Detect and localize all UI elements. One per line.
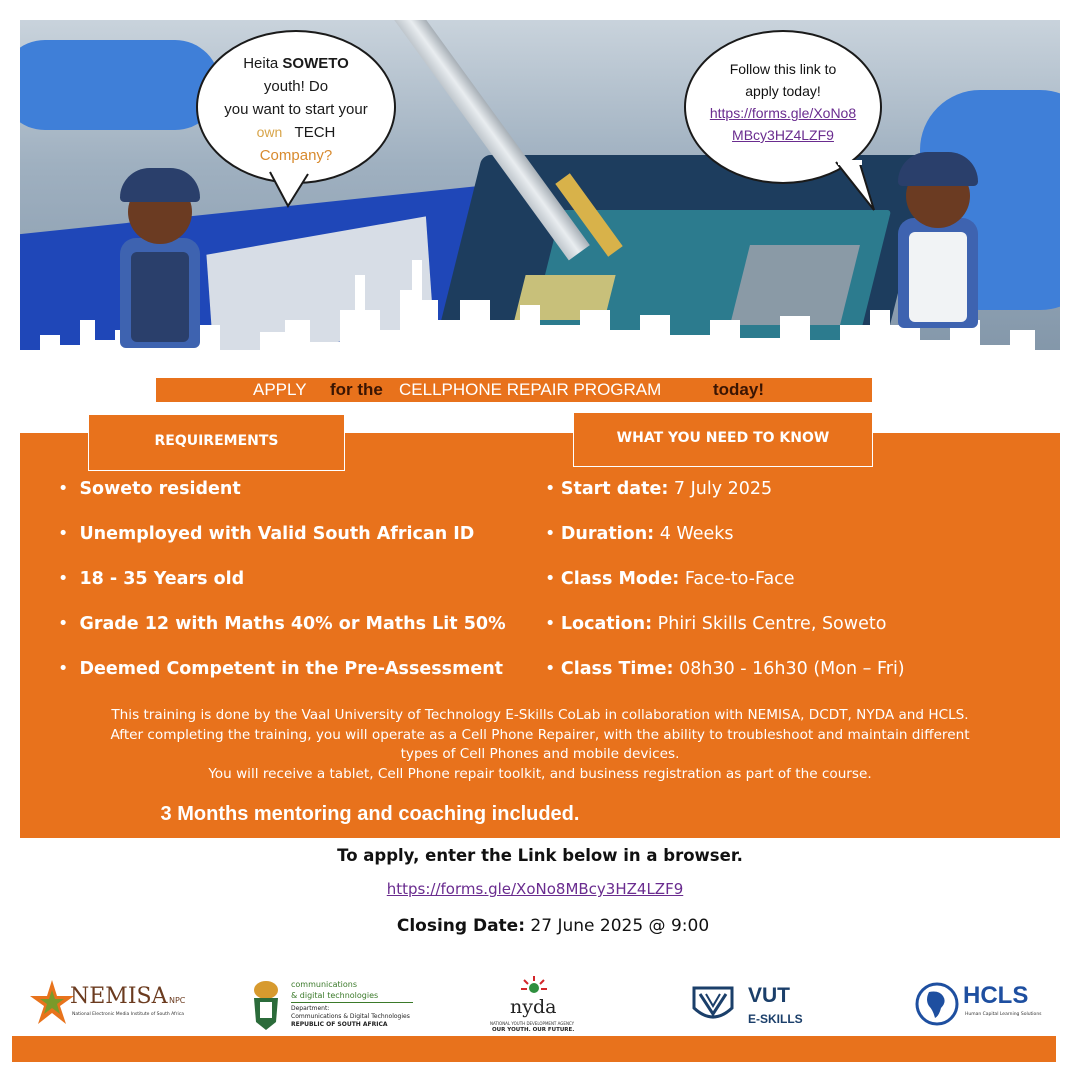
requirement-item: • Grade 12 with Maths 40% or Maths Lit 50% [58, 614, 506, 634]
hcls-logo: HCLS Human Capital Learning Solutions [915, 980, 1045, 1030]
coat-of-arms-icon [246, 978, 286, 1032]
vut-shield-icon [692, 986, 734, 1024]
requirement-item: • 18 - 35 Years old [58, 569, 245, 589]
description-line: After completing the training, you will operate as a Cell Phone Repairer, with the ability to troubleshoot and maintain different [110, 726, 970, 743]
description-line: This training is done by the Vaal University of Technology E-Skills CoLab in collaboration with NEMISA, DCDT, NYDA and HCLS. [111, 707, 969, 723]
bubble-link-2[interactable]: MBcy3HZ4LZF9 [732, 127, 834, 143]
requirements-heading: REQUIREMENTS [88, 414, 345, 471]
nemisa-star-icon [30, 978, 74, 1028]
requirement-item: • Unemployed with Valid South African ID [58, 524, 475, 544]
bubble-link-1[interactable]: https://forms.gle/XoNo8 [709, 105, 857, 121]
nemisa-logo: NEMISA NPC National Electronic Media Institute of South Africa [30, 976, 190, 1032]
apply-link[interactable]: https://forms.gle/XoNo8MBcy3HZ4LZF9 [386, 880, 684, 898]
dcdt-logo: communications & digital technologies Department: Communications & Digital Technologies REPUBLIC OF SOUTH AFRICA [246, 978, 418, 1034]
description-line: types of Cell Phones and mobile devices. [400, 746, 680, 762]
description-line: You will receive a tablet, Cell Phone repair toolkit, and business registration as part of the course. [208, 765, 872, 782]
bubble-line3: you want to start your [224, 101, 368, 118]
know-item-duration: • Duration: 4 Weeks [545, 524, 734, 544]
footer-bar [12, 1036, 1056, 1062]
speech-bubble-left-tail [268, 170, 328, 210]
know-item-start-date: • Start date: 7 July 2025 [545, 479, 773, 499]
program-description [22, 706, 1058, 784]
bubble-follow: Follow this link to [729, 61, 837, 77]
to-apply-instruction: To apply, enter the Link below in a browser. [337, 846, 743, 865]
bubble-line2: youth! Do [263, 78, 329, 95]
speech-bubble-left [196, 30, 396, 184]
speech-bubble-right-tail [830, 160, 890, 220]
nyda-sun-icon [519, 974, 549, 996]
need-to-know-heading: WHAT YOU NEED TO KNOW [573, 412, 873, 467]
bubble-soweto: SOWETO [282, 55, 349, 72]
logo-divider [291, 1002, 413, 1003]
banner-apply: APPLY [253, 380, 307, 399]
banner-for-the: for the [330, 380, 383, 399]
requirement-item: • Deemed Competent in the Pre-Assessment [58, 659, 504, 679]
vut-logo: VUT E-SKILLS [692, 984, 822, 1028]
bubble-greeting: Heita [243, 55, 283, 72]
know-item-class-time: • Class Time: 08h30 - 16h30 (Mon – Fri) [545, 659, 905, 679]
hero-image [20, 20, 1060, 382]
bubble-tech: TECH [294, 124, 336, 141]
know-item-location: • Location: Phiri Skills Centre, Soweto [545, 614, 887, 634]
banner-today: today! [713, 380, 764, 399]
nyda-logo: nyda NATIONAL YOUTH DEVELOPMENT AGENCY OUR YOUTH. OUR FUTURE. [490, 974, 582, 1036]
mentoring-note: 3 Months mentoring and coaching included. [160, 803, 580, 825]
requirement-item: • Soweto resident [58, 479, 241, 499]
apply-banner [156, 378, 872, 402]
bubble-apply-today: apply today! [745, 83, 821, 99]
know-item-class-mode: • Class Mode: Face-to-Face [545, 569, 795, 589]
globe-africa-icon [915, 982, 959, 1026]
banner-program: CELLPHONE REPAIR PROGRAM [399, 380, 662, 399]
bubble-company: Company? [259, 147, 333, 164]
bubble-own: own [256, 124, 283, 140]
closing-date: Closing Date: 27 June 2025 @ 9:00 [396, 916, 710, 936]
